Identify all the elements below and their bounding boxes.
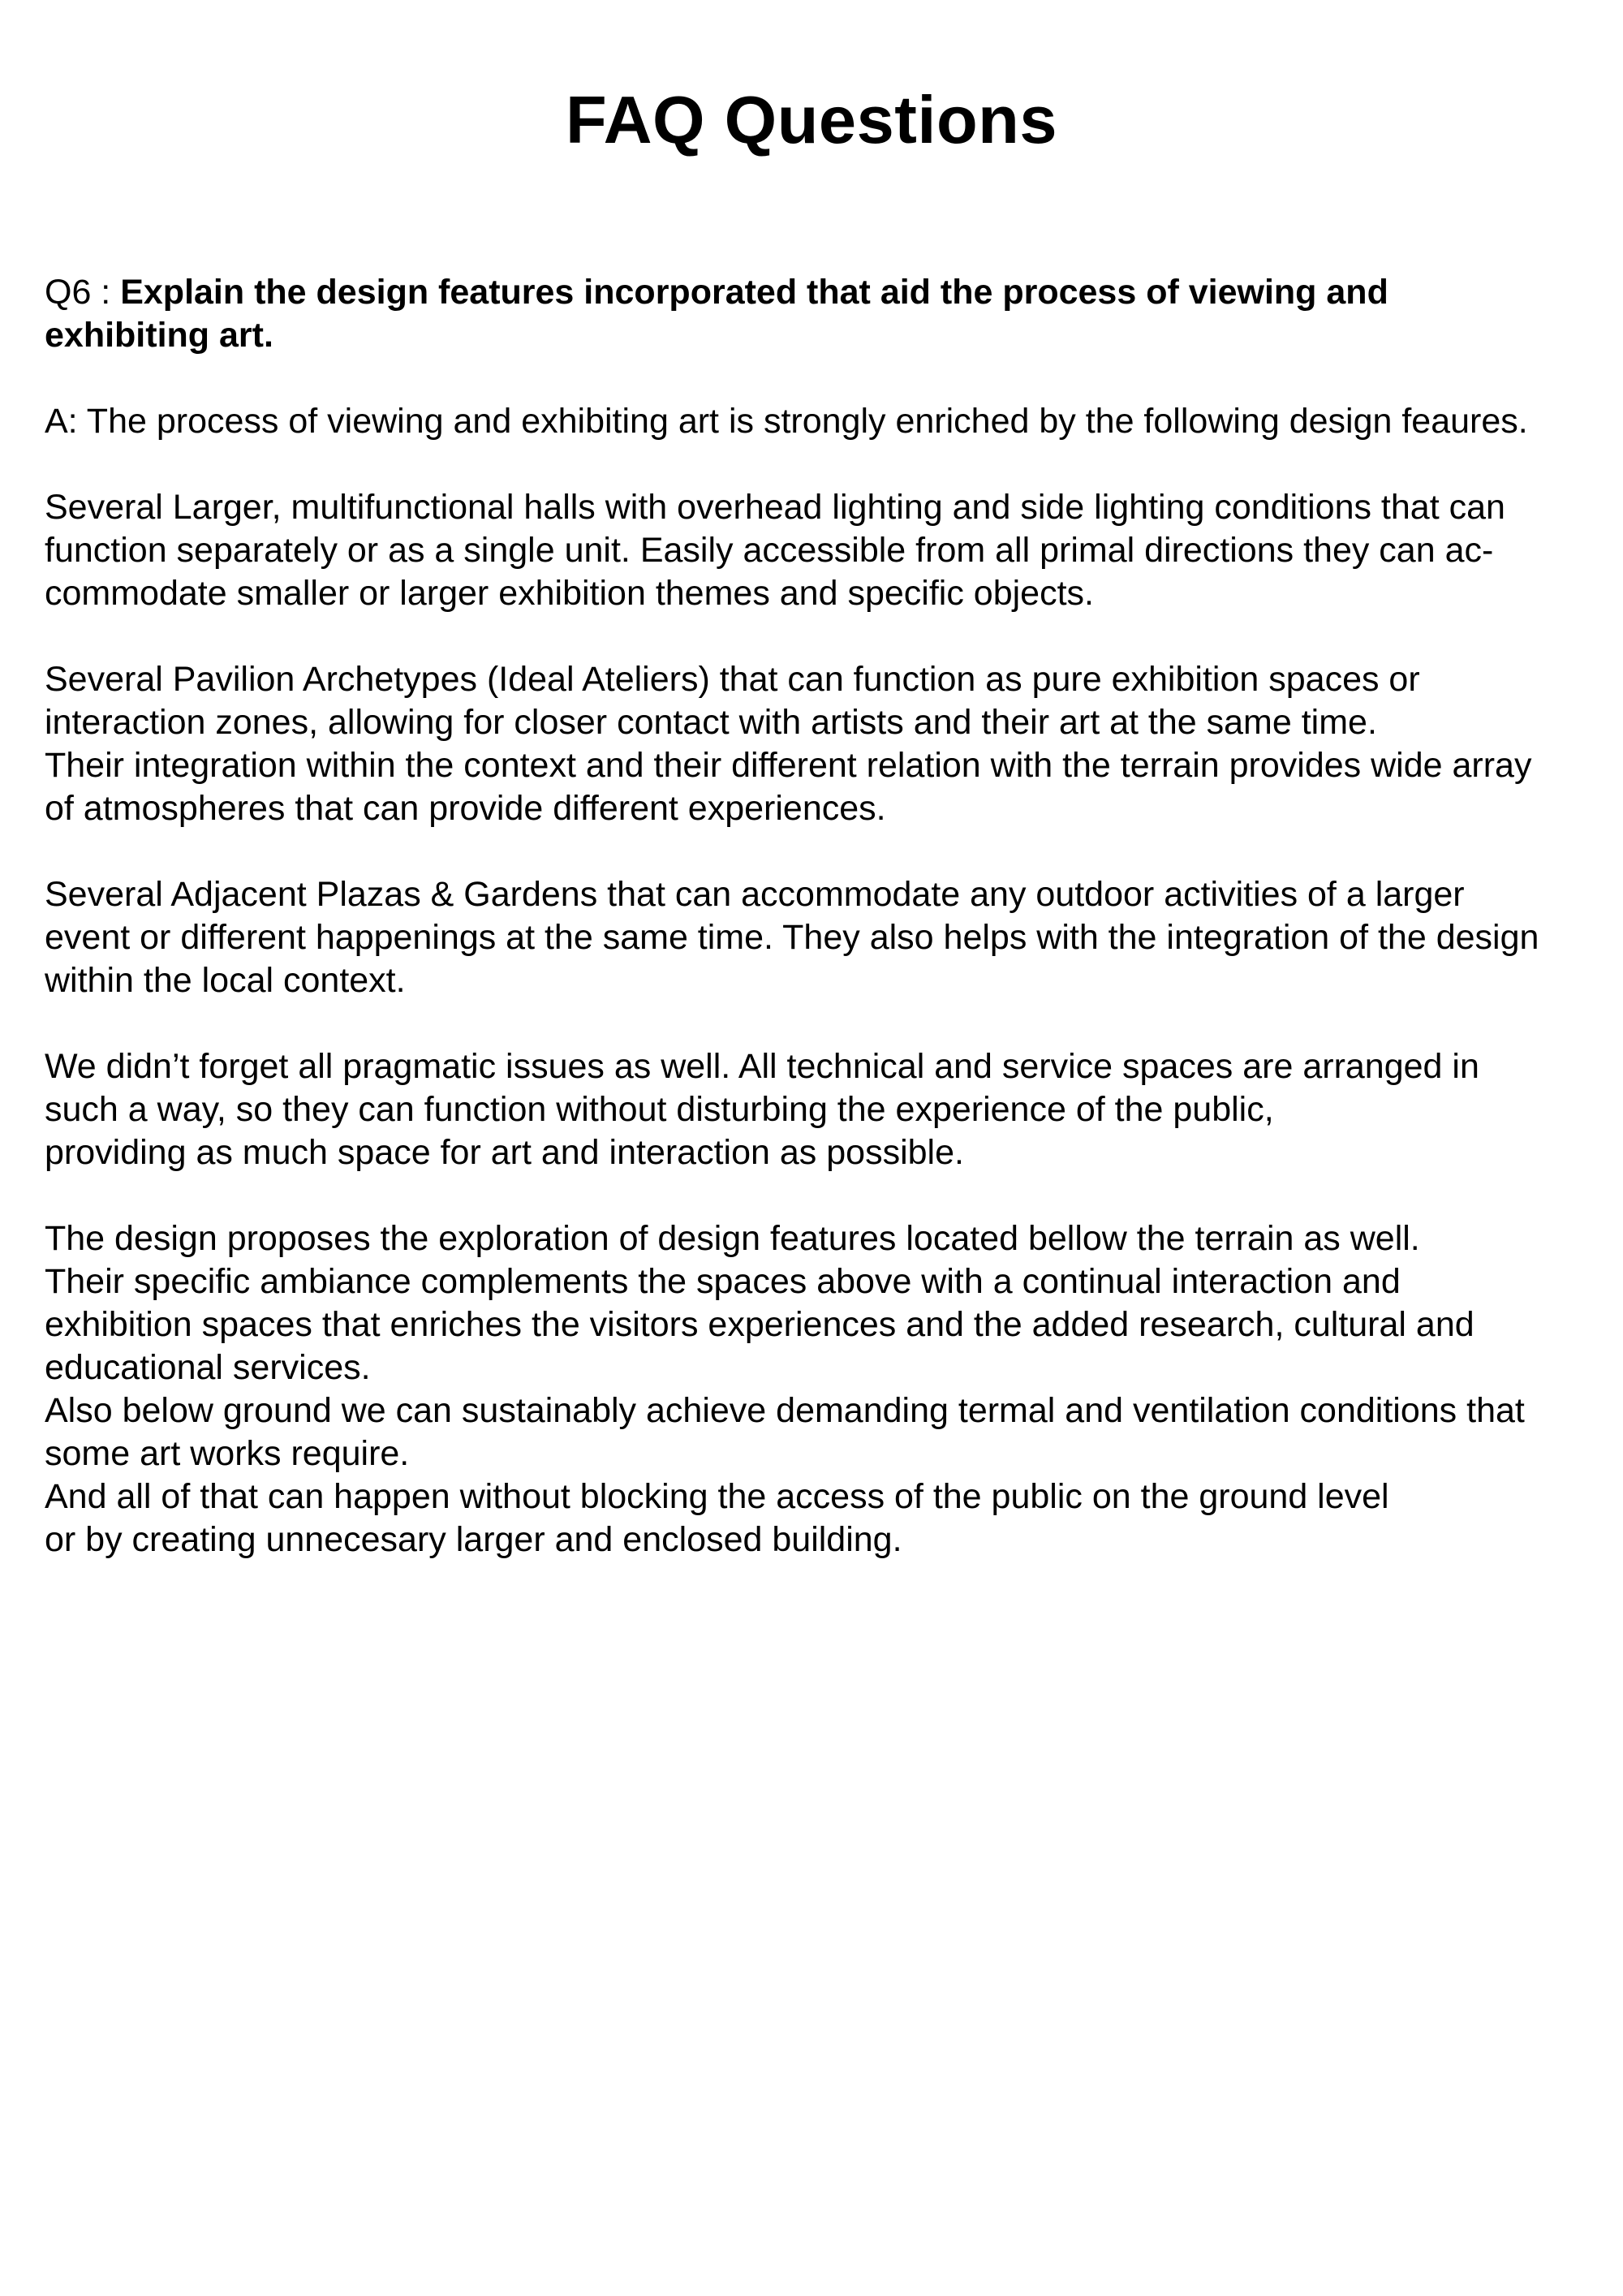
paragraph-line: We didn’t forget all pragmatic issues as well. All technical and service spaces are arranged in <box>45 1047 1479 1086</box>
spacer <box>45 357 1586 400</box>
paragraph-line: function separately or as a single unit. Easily accessible from all primal directions they can ac- <box>45 531 1494 570</box>
paragraph-line: or by creating unnecesary larger and enclosed building. <box>45 1520 902 1559</box>
answer-intro: A: The process of viewing and exhibiting art is strongly enriched by the following design feaures. <box>45 402 1528 441</box>
paragraph-line: educational services. <box>45 1348 371 1387</box>
paragraph-line: The design proposes the exploration of design features located bellow the terrain as well. <box>45 1219 1420 1258</box>
paragraph-line: event or different happenings at the same time. They also helps with the integration of the design <box>45 918 1539 957</box>
answer-paragraph-below-ground <box>45 1217 1586 1562</box>
question-line-2: exhibiting art. <box>45 316 273 355</box>
paragraph-line: within the local context. <box>45 961 406 1000</box>
answer-paragraph-plazas <box>45 873 1586 1002</box>
paragraph-line: such a way, so they can function without disturbing the experience of the public, <box>45 1090 1274 1129</box>
paragraph-line: Several Adjacent Plazas & Gardens that can accommodate any outdoor activities of a larger <box>45 875 1465 914</box>
paragraph-line: interaction zones, allowing for closer contact with artists and their art at the same time. <box>45 703 1377 742</box>
spacer <box>45 615 1586 658</box>
spacer <box>45 1002 1586 1045</box>
question-line-1 <box>45 271 1586 314</box>
answer-paragraph-halls <box>45 486 1586 615</box>
paragraph-line: some art works require. <box>45 1434 410 1473</box>
spacer <box>45 830 1586 873</box>
paragraph-line: Their integration within the context and their different relation with the terrain provides wide array <box>45 746 1532 785</box>
paragraph-line: Several Pavilion Archetypes (Ideal Ateliers) that can function as pure exhibition spaces or <box>45 660 1420 699</box>
page-title: FAQ Questions <box>565 82 1058 157</box>
paragraph-line: exhibition spaces that enriches the visitors experiences and the added research, cultural and <box>45 1305 1474 1344</box>
paragraph-line: providing as much space for art and interaction as possible. <box>45 1133 964 1172</box>
paragraph-line: of atmospheres that can provide different experiences. <box>45 789 886 828</box>
question-text: Explain the design features incorporated that aid the process of viewing and <box>120 273 1388 312</box>
paragraph-line: commodate smaller or larger exhibition themes and specific objects. <box>45 574 1094 613</box>
paragraph-line: Their specific ambiance complements the spaces above with a continual interaction and <box>45 1262 1401 1301</box>
paragraph-line: Several Larger, multifunctional halls with overhead lighting and side lighting conditions that can <box>45 488 1505 527</box>
spacer <box>45 443 1586 486</box>
question-label: Q6 : <box>45 273 121 312</box>
spacer <box>45 1174 1586 1217</box>
answer-paragraph-pavilions <box>45 658 1586 830</box>
answer-paragraph-pragmatic <box>45 1045 1586 1174</box>
paragraph-line: And all of that can happen without blocking the access of the public on the ground level <box>45 1477 1389 1516</box>
paragraph-line: Also below ground we can sustainably achieve demanding termal and ventilation conditions that <box>45 1391 1525 1430</box>
faq-content <box>45 271 1586 1562</box>
